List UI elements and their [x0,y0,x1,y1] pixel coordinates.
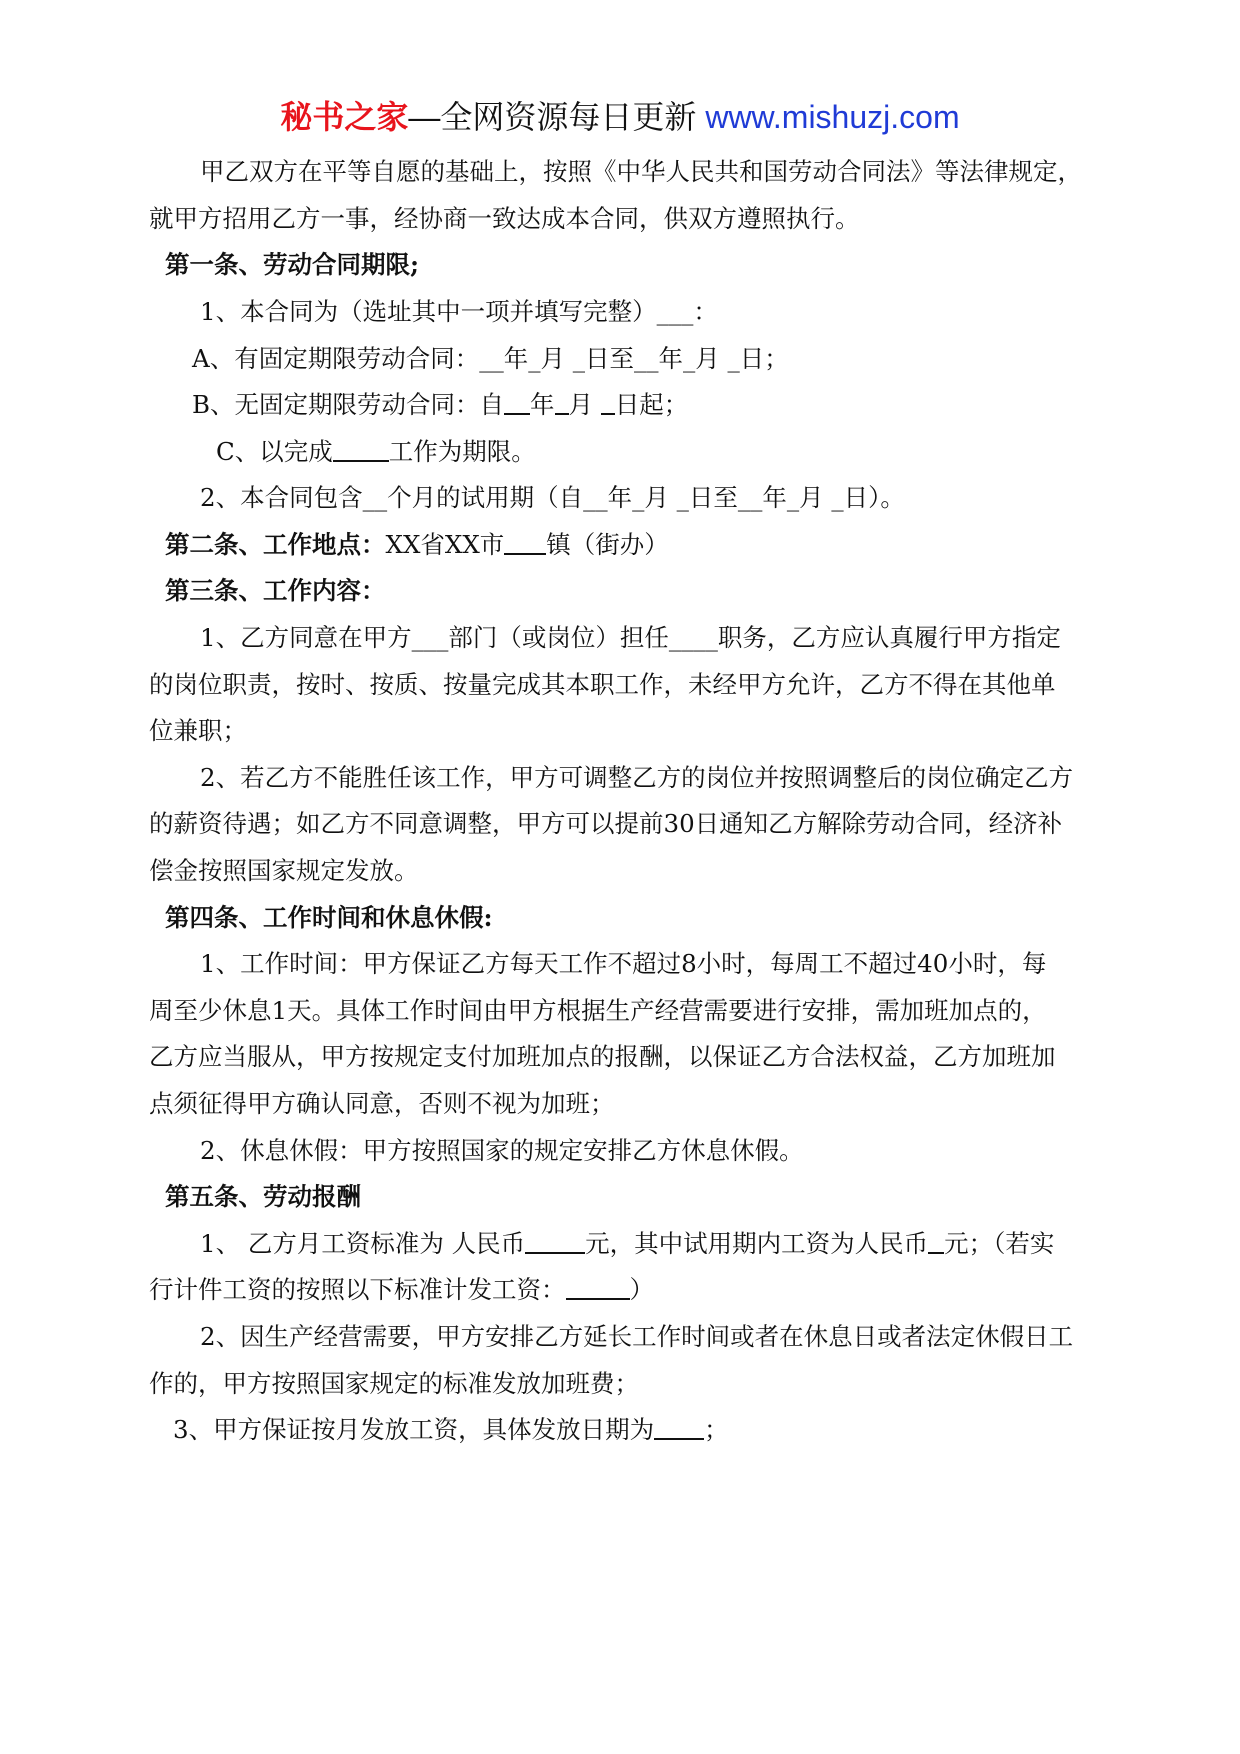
article-4-item-1-line-2: 周至少休息1天。具体工作时间由甲方根据生产经营需要进行安排，需加班加点的， [149,996,1047,1025]
article-1-option-b [192,389,688,421]
article-2-place: XX省XX市 [385,530,505,559]
article-5-heading: 第五条、劳动报酬 [165,1182,361,1211]
article-3-item-1-line-2: 的岗位职责，按时、按质、按量完成其本职工作，未经甲方允许，乙方不得在其他单 [149,670,1056,699]
blank-line [601,389,615,415]
salary-suffix: 元；（若实 [944,1229,1055,1258]
article-2-heading: 第二条、工作地点： [165,530,386,559]
article-3-item-2-line-2: 的薪资待遇；如乙方不同意调整，甲方可以提前30日通知乙方解除劳动合同，经济补 [149,809,1063,838]
pay-date-prefix: 3、甲方保证按月发放工资，具体发放日期为 [173,1415,655,1444]
article-4-heading: 第四条、工作时间和休息休假: [165,903,493,932]
article-1-item-1: 1、本合同为（选址其中一项并填写完整）___： [200,297,718,326]
article-3-heading: 第三条、工作内容： [165,576,386,605]
article-2-place-suffix: 镇（街办） [546,530,669,559]
article-3-item-1-line-1: 1、乙方同意在甲方___部门（或岗位）担任____职务，乙方应认真履行甲方指定 [200,623,1061,652]
article-1-option-c [216,436,536,468]
option-b-year: 年 [530,390,555,419]
blank-line [555,389,569,415]
article-5-item-2-line-2: 作的，甲方按照国家规定的标准发放加班费； [149,1369,639,1398]
salary-prefix: 1、 乙方月工资标准为 人民币 [200,1229,526,1258]
piece-rate-prefix: 行计件工资的按照以下标准计发工资： [149,1275,566,1304]
article-3-item-1-line-3: 位兼职； [149,716,247,745]
option-b-prefix: B、无固定期限劳动合同：自 [192,390,505,419]
blank-line [333,436,389,462]
article-1-item-2: 2、本合同包含__个月的试用期（自__年_月 _日至__年_月 _日）。 [200,483,905,512]
site-header [0,98,1240,136]
salary-middle: 元，其中试用期内工资为人民币 [585,1229,929,1258]
blank-line [504,529,546,555]
article-4-item-1-line-4: 点须征得甲方确认同意，否则不视为加班； [149,1089,615,1118]
site-url-link[interactable]: www.mishuzj.com [705,99,960,135]
article-4-item-1-line-3: 乙方应当服从，甲方按规定支付加班加点的报酬，以保证乙方合法权益，乙方加班加 [149,1042,1056,1071]
pay-date-suffix: ； [704,1415,729,1444]
brand-name: 秘书之家 [280,99,409,135]
intro-line-2: 就甲方招用乙方一事，经协商一致达成本合同，供双方遵照执行。 [149,204,860,233]
article-4-item-1-line-1: 1、工作时间：甲方保证乙方每天工作不超过8小时，每周工不超过40小时，每 [200,949,1047,978]
option-c-prefix: C、以完成 [216,437,333,466]
intro-line-1: 甲乙双方在平等自愿的基础上，按照《中华人民共和国劳动合同法》等法律规定， [200,157,1082,186]
article-5-item-1-line-2 [149,1274,654,1306]
blank-line [928,1228,944,1254]
option-b-month: 月 [568,390,601,419]
piece-rate-suffix: ） [629,1275,654,1304]
article-5-item-1-line-1 [200,1228,1054,1260]
blank-line [566,1274,630,1300]
article-5-item-2-line-1: 2、因生产经营需要，甲方安排乙方延长工作时间或者在休息日或者法定休假日工 [200,1322,1074,1351]
article-2 [165,529,669,561]
option-b-suffix: 日起； [614,390,689,419]
article-5-item-3 [173,1414,729,1446]
article-3-item-2-line-1: 2、若乙方不能胜任该工作，甲方可调整乙方的岗位并按照调整后的岗位确定乙方 [200,763,1074,792]
blank-line [504,389,530,415]
blank-line [654,1414,704,1440]
article-1-option-a: A、有固定期限劳动合同：__年_月 _日至__年_月 _日； [192,344,789,373]
article-4-item-2: 2、休息休假：甲方按照国家的规定安排乙方休息休假。 [200,1136,804,1165]
header-tagline: —全网资源每日更新 [408,99,706,135]
article-1-heading: 第一条、劳动合同期限; [165,250,420,279]
blank-line [525,1228,585,1254]
option-c-suffix: 工作为期限。 [388,437,536,466]
article-3-item-2-line-3: 偿金按照国家规定发放。 [149,856,419,885]
